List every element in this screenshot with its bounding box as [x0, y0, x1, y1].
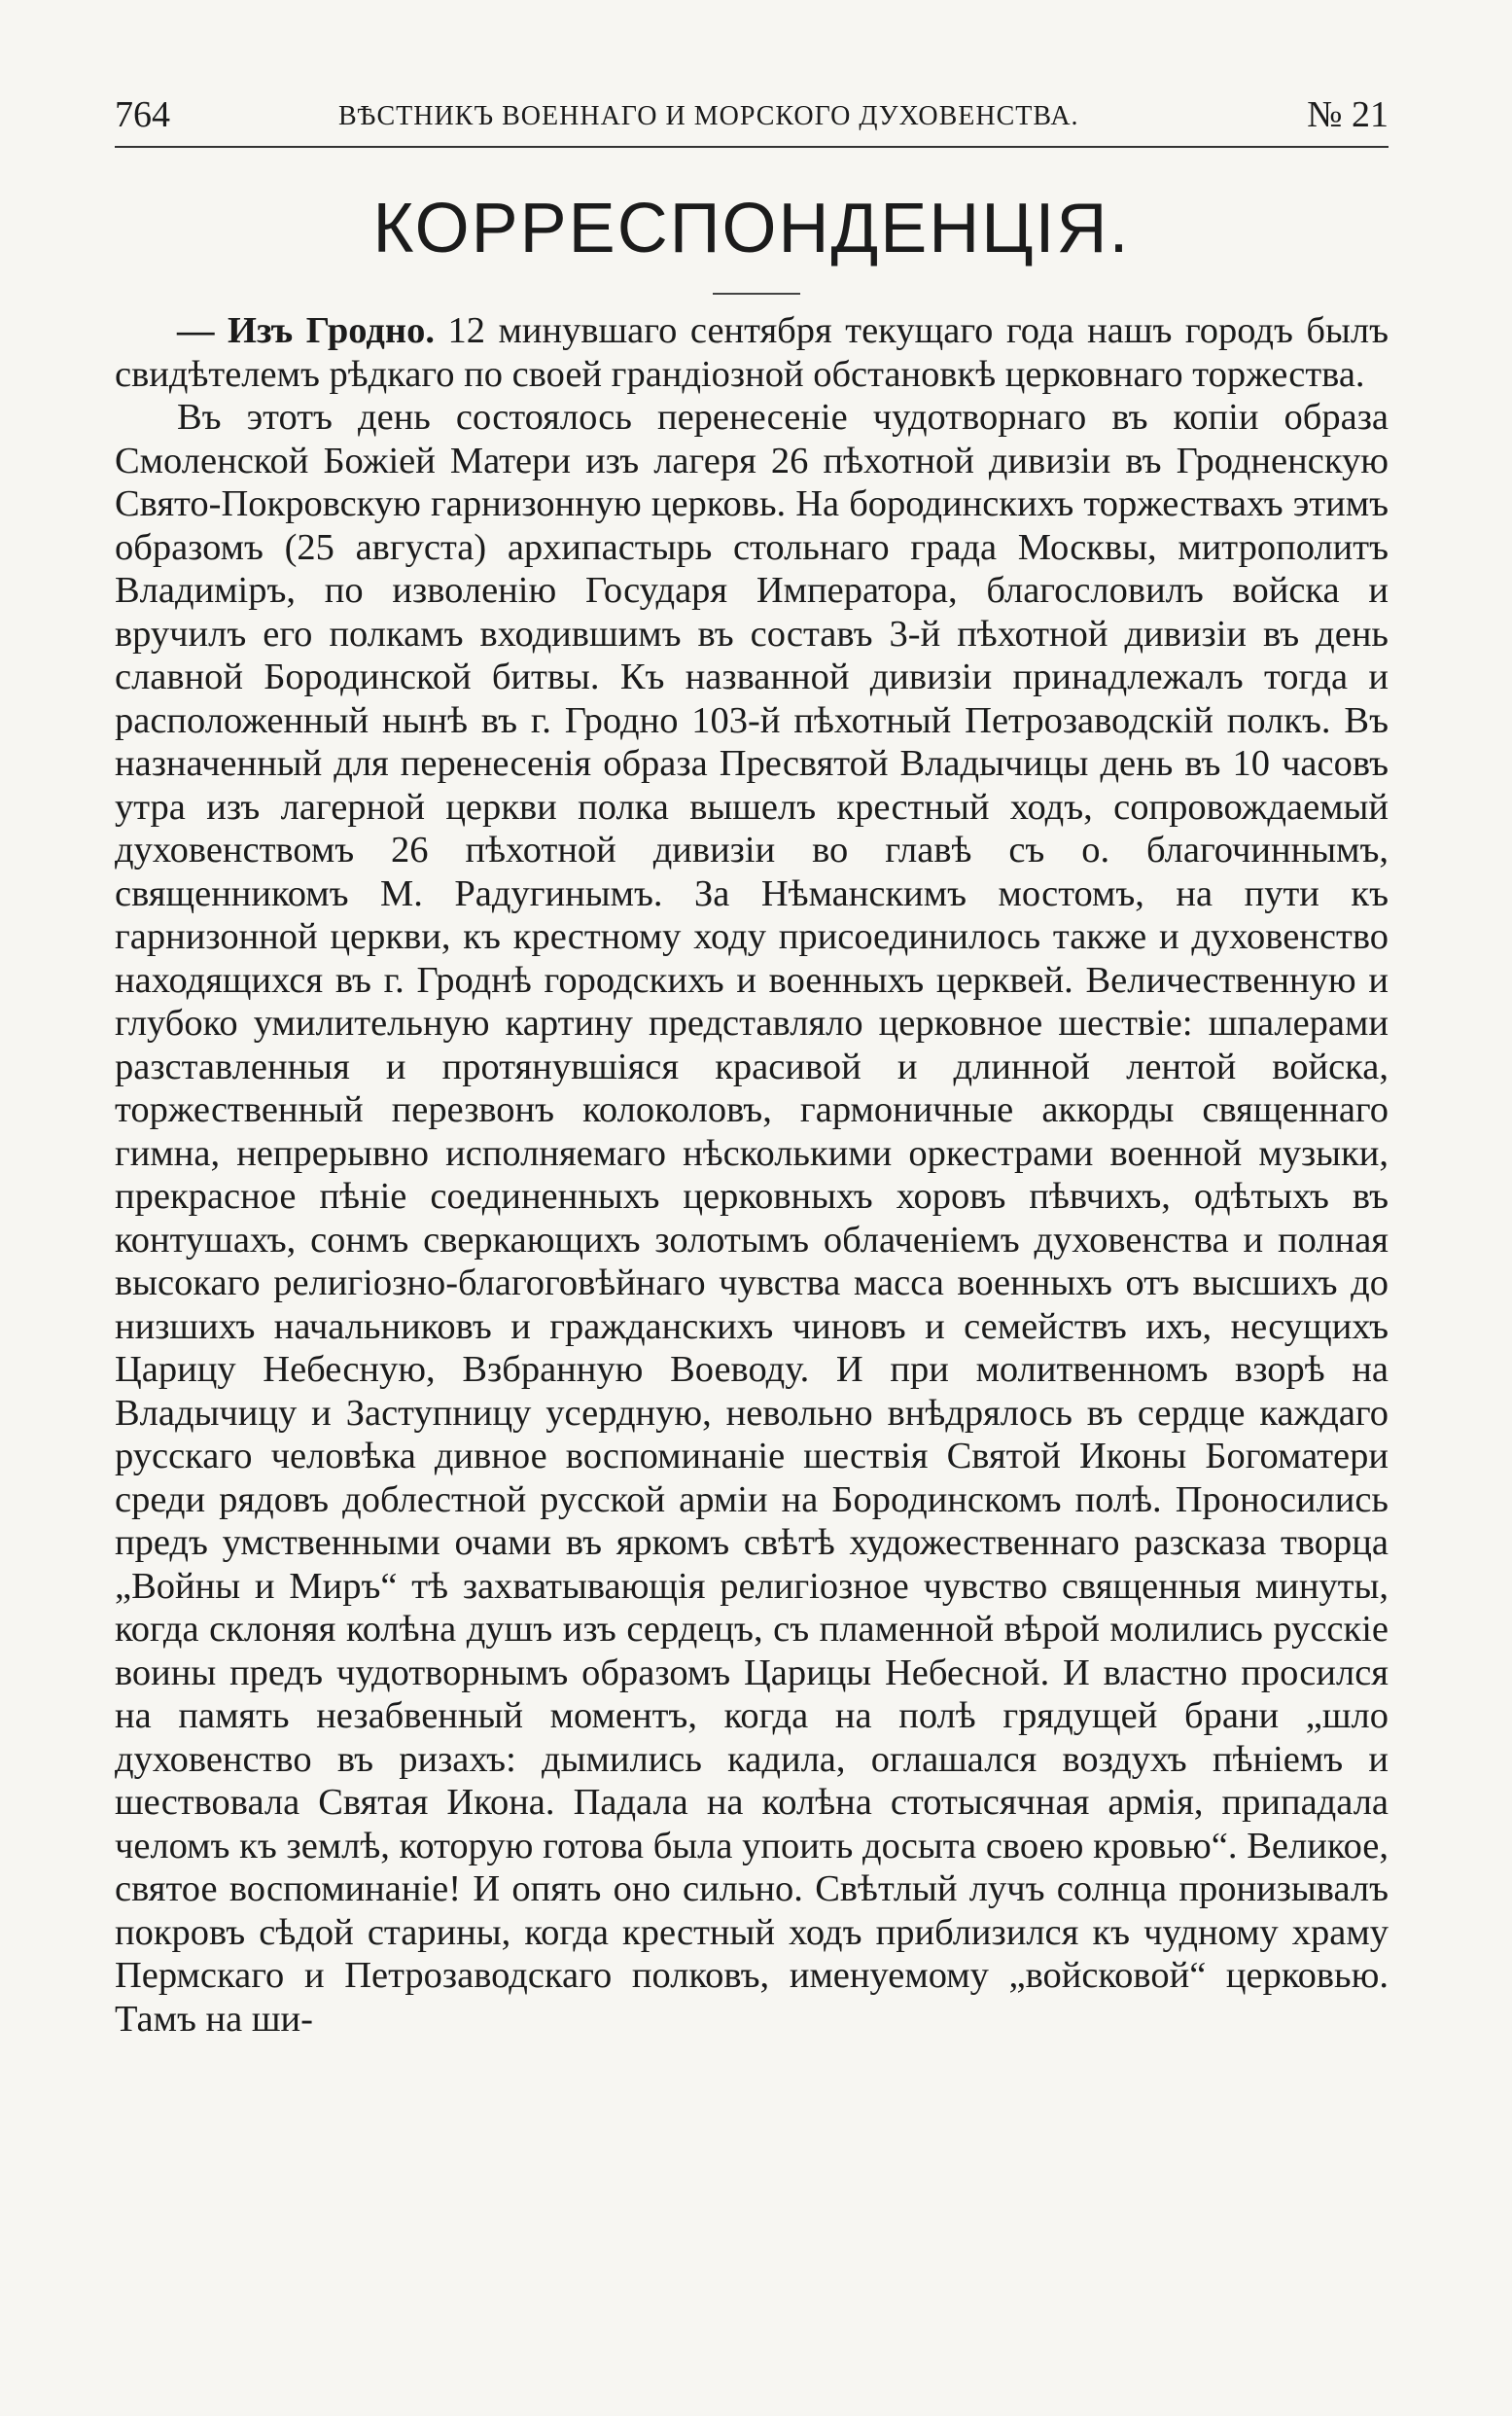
dateline: — Изъ Гродно. [177, 310, 435, 351]
paragraph-2: Въ этотъ день состоялось перенесеніе чудотворнаго въ копіи образа Смоленской Божіей Матери изъ лагеря 26 пѣхотной дивизіи въ Гродненскую Свято-Покровскую гарнизонную церковь. На бородинскихъ торжествахъ этимъ образомъ (25 августа) архипастырь стольнаго града Москвы, митрополитъ Владиміръ, по изволенію Государя Императора, благословилъ войска и вручилъ его полкамъ входившимъ въ составъ 3-й пѣхотной дивизіи въ день славной Бородинской битвы. Къ названной дивизіи принадлежалъ тогда и расположенный нынѣ въ г. Гродно 103-й пѣхотный Петрозаводскій полкъ. Въ назначенный для перенесенія образа Пресвятой Владычицы день въ 10 часовъ утра изъ лагерной церкви полка вышелъ крестный ходъ, сопровождаемый духовенствомъ 26 пѣхотной дивизіи во главѣ съ о. благочиннымъ, священникомъ М. Радугинымъ. За Нѣманскимъ мостомъ, на пути къ гарнизонной церкви, къ крестному ходу присоединилось также и духовенство находящихся въ г. Гроднѣ городскихъ и военныхъ церквей. Величественную и глубоко умилительную картину представляло церковное шествіе: шпалерами разставленныя и протянувшіяся красивой и длинной лентой войска, торжественный перезвонъ колоколовъ, гармоничные аккорды священнаго гимна, непрерывно исполняемаго нѣсколькими оркестрами военной музыки, прекрасное пѣніе соединенныхъ церковныхъ хоровъ пѣвчихъ, одѣтыхъ въ контушахъ, сонмъ сверкающихъ золотымъ облаченіемъ духовенства и полная высокаго религіозно-благоговѣйнаго чувства масса военныхъ отъ высшихъ до низшихъ начальниковъ и гражданскихъ чиновъ и семействъ ихъ, несущихъ Царицу Небесную, Взбранную Воеводу. И при молитвенномъ взорѣ на Владычицу и Заступницу усердную, невольно внѣдрялось въ сердце каждаго русскаго человѣка дивное воспоминаніе шествія Святой Иконы Богоматери среди рядовъ доблестной русской арміи на Бородинскомъ полѣ. Проносились предъ умственными очами въ яркомъ свѣтѣ художественнаго разсказа творца „Войны и Миръ“ тѣ захватывающія религіозное чувство священныя минуты, когда склоняя колѣна душъ изъ сердецъ, съ пламенной вѣрой молились русскіе воины предъ чудотворнымъ образомъ Царицы Небесной. И властно просился на память незабвенный моментъ, когда на полѣ грядущей брани „шло духовенство въ ризахъ: дымились кадила, оглашался воздухъ пѣніемъ и шествовала Святая Икона. Падала на колѣна стотысячная армія, припадала челомъ къ землѣ, которую готова была упоить досыта своею кровью“. Великое, святое воспоминаніе! И опять оно сильно. Свѣтлый лучъ солнца пронизывалъ покровъ сѣдой старины, когда крестный ходъ приблизился къ чудному храму Пермскаго и Петрозаводскаго полковъ, именуемому „войсковой“ церковью. Тамъ на ши- [115, 397, 1389, 2040]
header-rule [115, 146, 1389, 148]
title-divider [713, 293, 800, 295]
page-header [115, 93, 1389, 144]
article-body [115, 309, 1389, 2041]
issue-number: № 21 [1307, 94, 1389, 135]
running-title: ВѢСТНИКЪ ВОЕННАГО И МОРСКОГО ДУХОВЕНСТВА. [338, 101, 1079, 131]
paragraph-1-text: 12 минувшаго сентября текущаго года нашъ городъ былъ свидѣтелемъ рѣдкаго по своей грандіозной обстановкѣ церковнаго торжества. [115, 310, 1389, 395]
section-title: КОРРЕСПОНДЕНЦІЯ. [372, 190, 1131, 267]
page-number: 764 [115, 94, 170, 135]
paragraph-1 [115, 309, 1389, 396]
